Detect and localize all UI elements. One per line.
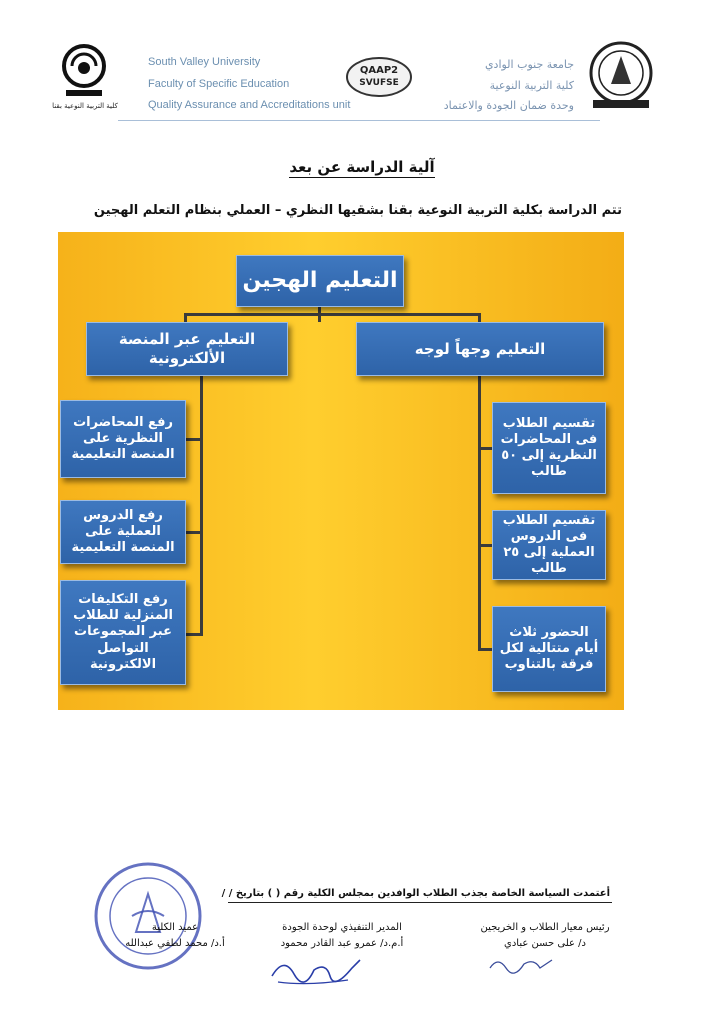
face-to-face-box: التعليم وجهاً لوجه: [356, 322, 604, 376]
header-en-line-3: Quality Assurance and Accreditations unit: [148, 99, 351, 111]
online-platform-box: التعليم عبر المنصة الألكترونية: [86, 322, 288, 376]
signatory-1-role: رئيس معيار الطلاب و الخريجين: [480, 922, 610, 933]
connector-right-3: [478, 648, 492, 651]
signatory-2-name: أ.م.د/ عمرو عبد القادر محمود: [280, 938, 404, 949]
signature-2: [268, 952, 364, 988]
header-en-line-2: Faculty of Specific Education: [148, 78, 290, 90]
approval-underline: [228, 902, 612, 903]
qaap-badge-icon: [345, 56, 413, 98]
face-item-2: تقسيم الطلاب فى الدروس العملية إلى ٢٥ طالب: [492, 510, 606, 580]
online-item-2: رفع الدروس العملية على المنصة التعليمية: [60, 500, 186, 564]
connector-left-3: [186, 633, 202, 636]
qaap-text: QAAP2: [359, 65, 399, 76]
svufse-text: SVUFSE: [359, 78, 399, 88]
connector-right-spine: [478, 374, 481, 651]
face-item-1: تقسيم الطلاب فى المحاضرات النظرية إلى ٥٠ طالب: [492, 402, 606, 494]
qaap-logo: [345, 56, 413, 98]
header-ar-line-1: جامعة جنوب الوادي: [484, 58, 574, 71]
approval-statement: أعتمدت السياسة الخاصة بجذب الطلاب الوافدين بمجلس الكلية رقم ( ) بتاريخ / /: [221, 888, 610, 899]
connector-horizontal: [184, 313, 480, 316]
header-divider: [118, 120, 600, 121]
connector-right-1: [478, 447, 492, 450]
header-en-line-1: South Valley University: [148, 56, 261, 68]
header-ar-line-2: كلية التربية النوعية: [489, 79, 574, 92]
connector-left-spine: [200, 374, 203, 636]
signatory-2-role: المدير التنفيذي لوحدة الجودة: [282, 922, 402, 933]
connector-left-2: [186, 531, 202, 534]
document-title: [0, 158, 724, 176]
face-item-3: الحضور ثلاث أيام متتالية لكل فرقة بالتناوب: [492, 606, 606, 692]
faculty-logo-right: [585, 40, 657, 110]
left-logo-caption: كلية التربية النوعية بقنا: [52, 102, 118, 110]
online-item-1: رفع المحاضرات النظرية على المنصة التعليمية: [60, 400, 186, 478]
signatory-3-role: عميد الكلية: [151, 922, 199, 933]
connector-left-1: [186, 438, 202, 441]
university-logo-left: [58, 42, 110, 102]
chart-root-box: التعليم الهجين: [236, 255, 404, 307]
header-ar-line-3: وحدة ضمان الجودة والاعتماد: [443, 99, 574, 112]
official-stamp: [92, 860, 204, 972]
signature-1: [486, 950, 556, 980]
signatory-3-name: أ.د/ محمد لطفي عبدالله: [125, 938, 225, 949]
document-title-text: آلية الدراسة عن بعد: [289, 158, 435, 176]
online-item-3: رفع التكليفات المنزلية للطلاب عبر المجموعات التواصل الالكترونية: [60, 580, 186, 685]
connector-right-2: [478, 544, 492, 547]
signatory-1-name: د/ على حسن عبادي: [504, 938, 586, 949]
document-subtitle: تتم الدراسة بكلية التربية النوعية بقنا بشقيها النظري – العملي بنظام التعلم الهجين: [93, 203, 622, 218]
